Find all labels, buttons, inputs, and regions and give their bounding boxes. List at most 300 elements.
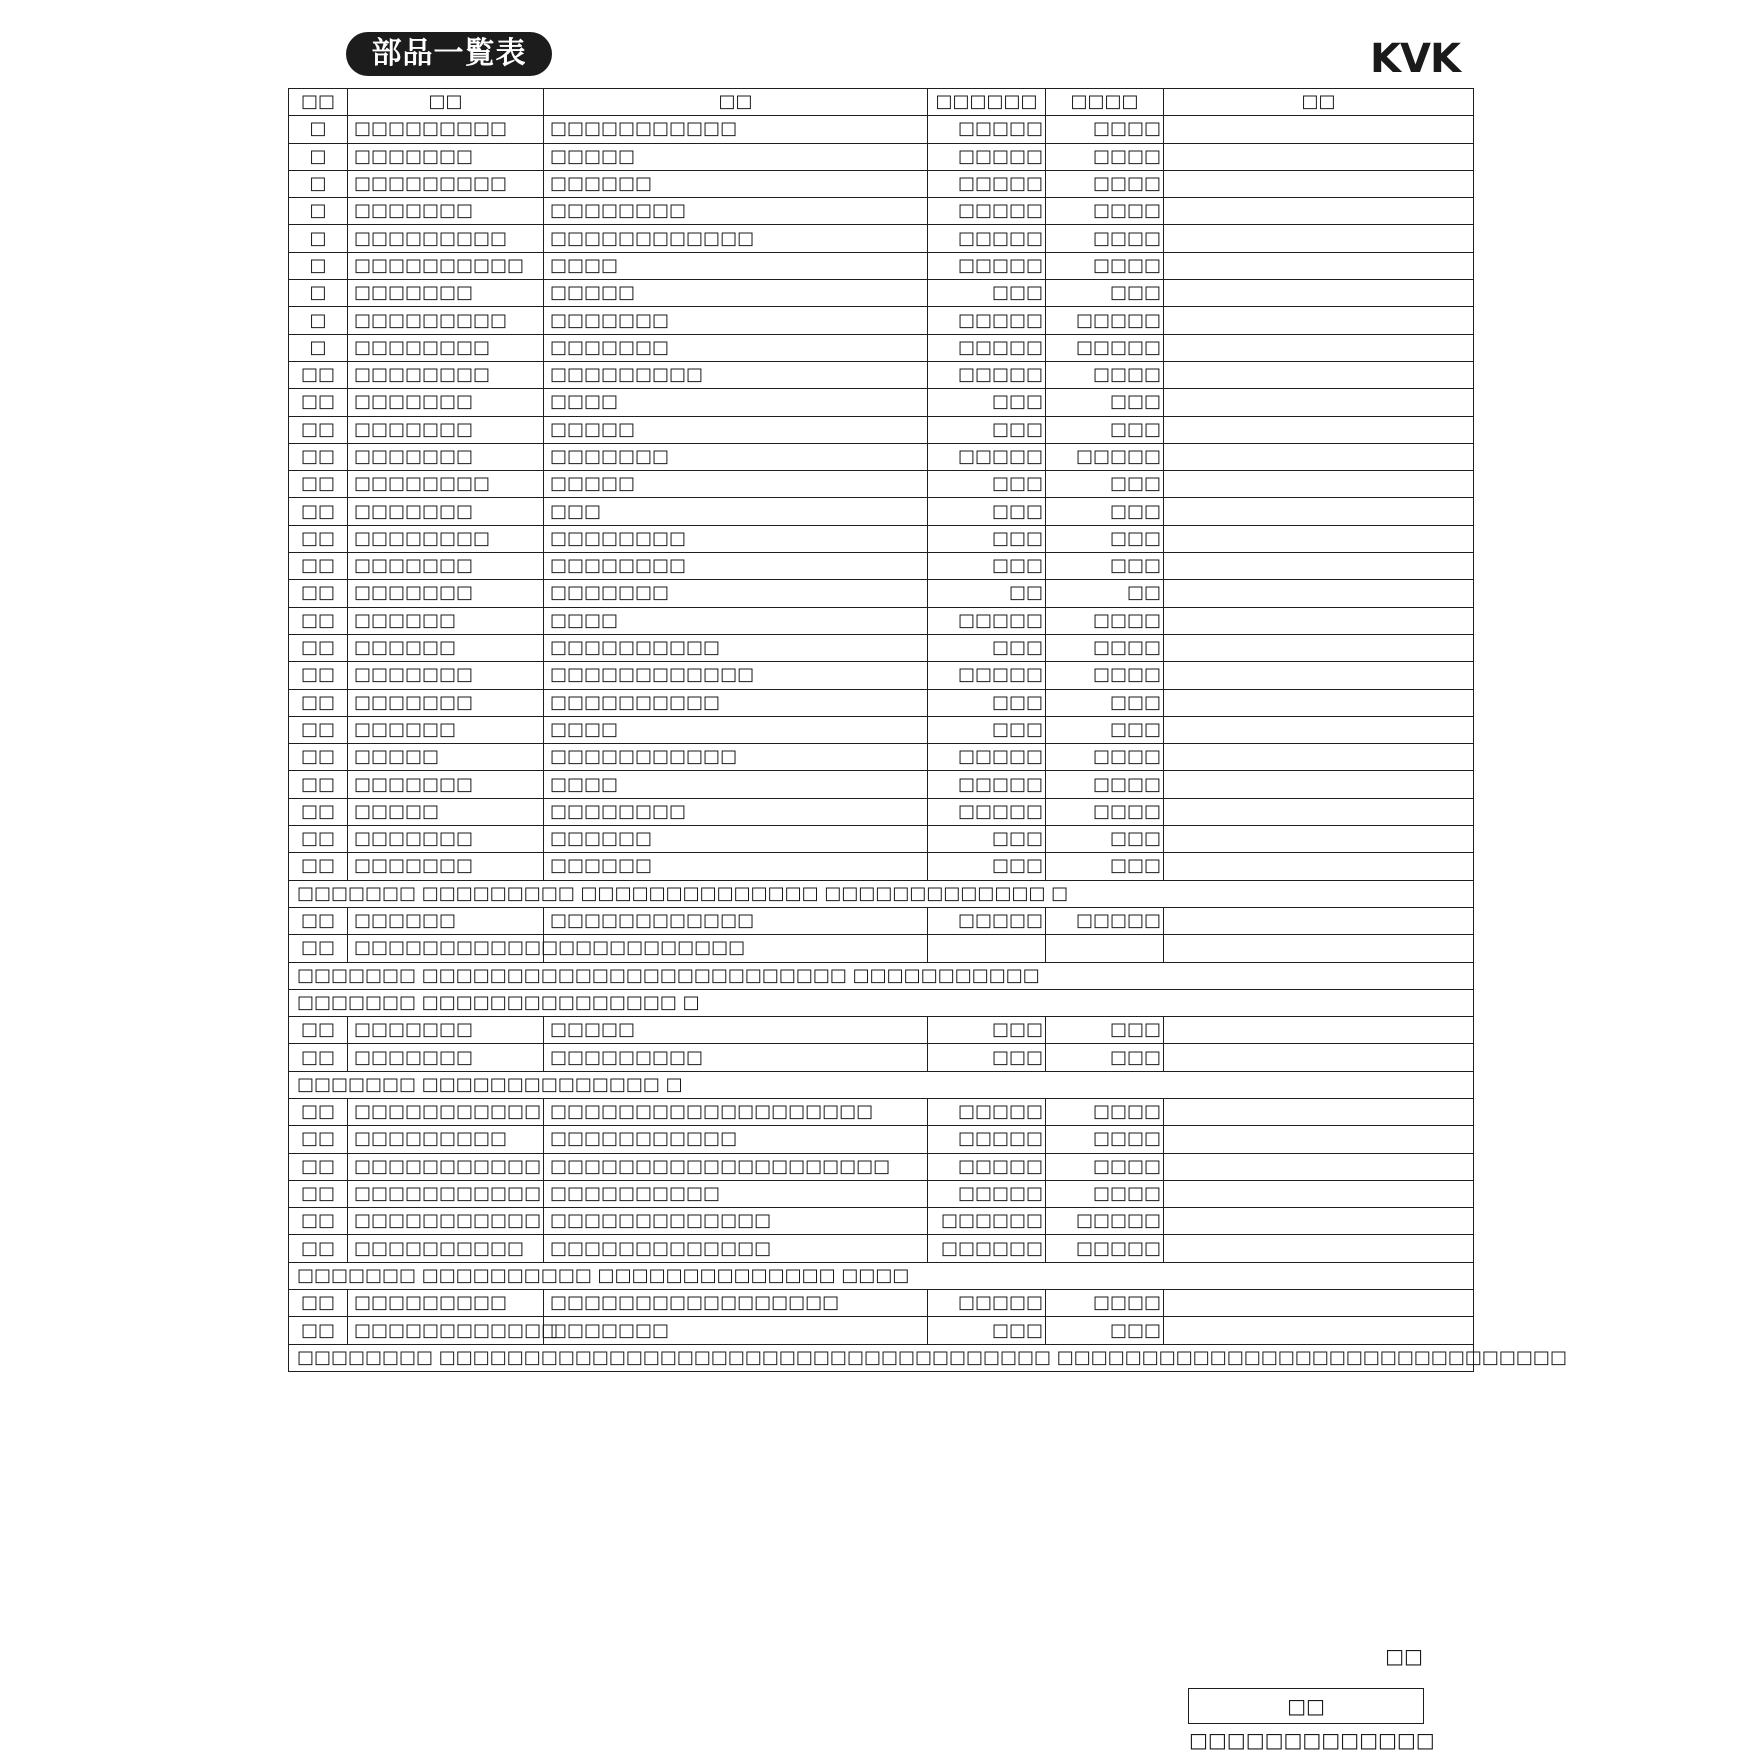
part-name-cell: □□□□□□□ [544,443,928,470]
unit-price-cell: □□□ [1046,498,1164,525]
table-row [289,1153,1474,1180]
quantity-cell: □□□ [928,1317,1046,1344]
part-name-cell: □□□□□□□□□□□ [544,116,928,143]
page-title: 部品一覧表 [346,32,552,76]
quantity-cell: □□□□□ [928,198,1046,225]
item-number-cell: □ [289,225,348,252]
note-row [289,1262,1474,1289]
part-name-cell: □□□□□□□□□□ [544,1180,928,1207]
unit-price-cell: □□□ [1046,826,1164,853]
unit-price-cell [1046,935,1164,962]
quantity-cell: □□□□□ [928,143,1046,170]
table-row [289,280,1474,307]
item-number-cell: □□ [289,1126,348,1153]
table-row [289,116,1474,143]
part-name-cell: □□□□□□□□□□□□ [544,662,928,689]
part-code-cell: □□□□□□□ [348,498,544,525]
item-number-cell: □□ [289,798,348,825]
part-code-cell: □□□□□□□□□□□ [348,1180,544,1207]
header-cell: □□ [544,89,928,116]
item-number-cell: □ [289,143,348,170]
part-code-cell: □□□□□□□ [348,553,544,580]
table-row [289,498,1474,525]
unit-price-cell: □□□□□ [1046,1235,1164,1262]
item-number-cell: □□ [289,416,348,443]
part-code-cell: □□□□□□□ [348,280,544,307]
table-row [289,361,1474,388]
quantity-cell: □□□□□ [928,662,1046,689]
part-name-cell: □□□□□□ [544,853,928,880]
quantity-cell: □□□□□ [928,1180,1046,1207]
remarks-cell [1164,1126,1474,1153]
unit-price-cell: □□□ [1046,389,1164,416]
part-code-cell: □□□□□□ [348,716,544,743]
part-name-cell: □□□□□□□ [544,334,928,361]
unit-price-cell: □□□□ [1046,252,1164,279]
part-name-cell: □□□□□□□□□ [544,1044,928,1071]
note-row [289,962,1474,989]
part-name-cell: □□□□□□□ [544,307,928,334]
quantity-cell: □□□□□ [928,307,1046,334]
remarks-cell [1164,1290,1474,1317]
quantity-cell: □□□□□ [928,252,1046,279]
part-name-cell: □□□□□ [544,143,928,170]
part-code-cell: □□□□□□ [348,607,544,634]
note-text: □□□□□□□□ □□□□□□□□□□□□□□□□□□□□□□□□□□□□□□□□□□□□ □□□□□□□□□□□□□□□□□□□□□□□□□□□□□□ [289,1344,1474,1371]
part-code-cell: □□□□□□□□ [348,471,544,498]
quantity-cell: □□□□□ [928,1126,1046,1153]
unit-price-cell: □□□□ [1046,607,1164,634]
item-number-cell: □□ [289,443,348,470]
table-body [289,116,1567,1372]
table-row [289,935,1474,962]
part-name-cell: □□□□□ [544,471,928,498]
table-row [289,553,1474,580]
table-row [289,525,1474,552]
header-cell: □□ [1164,89,1474,116]
part-name-cell: □□□□□□□□ [544,198,928,225]
part-code-cell: □□□□□□□ [348,143,544,170]
remarks-cell [1164,198,1474,225]
remarks-cell [1164,607,1474,634]
remarks-cell [1164,443,1474,470]
part-name-cell: □□□□ [544,771,928,798]
part-code-cell: □□□□□□□ [348,580,544,607]
unit-price-cell: □□□ [1046,280,1164,307]
table-row [289,307,1474,334]
item-number-cell: □ [289,116,348,143]
quantity-cell: □□□□□ [928,361,1046,388]
unit-price-cell: □□□□□ [1046,307,1164,334]
header-cell: □□□□ [1046,89,1164,116]
part-name-cell: □□□□□□□□□□□ [544,744,928,771]
quantity-cell: □□□□□□ [928,1235,1046,1262]
item-number-cell: □□ [289,1235,348,1262]
part-code-cell: □□□□□□□□□□□ [348,1098,544,1125]
part-name-cell: □□□□□□□□ [544,553,928,580]
quantity-cell: □□□ [928,416,1046,443]
header-cell: □□□□□□ [928,89,1046,116]
unit-price-cell: □□□□ [1046,361,1164,388]
part-code-cell: □□□□□□□□□□ [348,1235,544,1262]
table-row [289,607,1474,634]
item-number-cell: □□ [289,662,348,689]
item-number-cell: □□ [289,1017,348,1044]
item-number-cell: □□ [289,689,348,716]
note-text: □□□□□□□ □□□□□□□□□□□□□□ □ [289,1071,1474,1098]
remarks-cell [1164,498,1474,525]
item-number-cell: □□ [289,525,348,552]
unit-price-cell: □□□ [1046,553,1164,580]
item-number-cell: □□ [289,935,348,962]
item-number-cell: □□ [289,1153,348,1180]
table-row [289,1180,1474,1207]
part-code-cell: □□□□□□□□□ [348,307,544,334]
quantity-cell: □□□□□ [928,907,1046,934]
quantity-cell: □□□□□ [928,334,1046,361]
table-row [289,1235,1474,1262]
quantity-cell: □□□□□ [928,607,1046,634]
item-number-cell: □□ [289,907,348,934]
remarks-cell [1164,1208,1474,1235]
part-name-cell: □□□□□ [544,280,928,307]
part-name-cell: □□□□□□□□□□□□□□□□□□□ [544,1098,928,1125]
quantity-cell: □□□ [928,634,1046,661]
part-code-cell: □□□□□□□□□□□□□□□□□□□□□□□ [348,935,544,962]
quantity-cell: □□□ [928,498,1046,525]
part-code-cell: □□□□□□□ [348,771,544,798]
part-name-cell: □□□□□□□□□□□□□ [544,1208,928,1235]
quantity-cell: □□□ [928,689,1046,716]
unit-price-cell: □□□□□ [1046,1208,1164,1235]
remarks-cell [1164,307,1474,334]
part-name-cell: □□□□□□□□□□ [544,689,928,716]
unit-price-cell: □□□ [1046,1317,1164,1344]
part-name-cell: □□□□□□□□□□□□□□□□□□□□ [544,1153,928,1180]
note-text: □□□□□□□ □□□□□□□□□ □□□□□□□□□□□□□□ □□□□□□□□□□□□□ □ [289,880,1474,907]
part-name-cell: □□□□□□□ [544,580,928,607]
part-code-cell: □□□□□□□ [348,1044,544,1071]
table-row [289,443,1474,470]
quantity-cell: □□□□□ [928,170,1046,197]
table-row [289,1317,1474,1344]
quantity-cell: □□□ [928,280,1046,307]
part-name-cell: □□□□□□□□□□□□ [544,907,928,934]
item-number-cell: □□ [289,1290,348,1317]
unit-price-cell: □□□ [1046,716,1164,743]
remarks-cell [1164,416,1474,443]
part-code-cell: □□□□□□□□□□□□ [348,1317,544,1344]
table-row [289,170,1474,197]
unit-price-cell: □□□ [1046,689,1164,716]
remarks-cell [1164,1098,1474,1125]
remarks-cell [1164,771,1474,798]
item-number-cell: □ [289,280,348,307]
remarks-cell [1164,361,1474,388]
part-code-cell: □□□□□□□□□□□ [348,1153,544,1180]
table-row [289,143,1474,170]
part-name-cell: □□□□□□ [544,826,928,853]
quantity-cell: □□□□□ [928,1098,1046,1125]
remarks-cell [1164,853,1474,880]
remarks-cell [1164,907,1474,934]
item-number-cell: □□ [289,553,348,580]
table-row [289,389,1474,416]
item-number-cell: □□ [289,1098,348,1125]
item-number-cell: □□ [289,771,348,798]
part-name-cell: □□□□□□□□ [544,525,928,552]
item-number-cell: □ [289,198,348,225]
unit-price-cell: □□□ [1046,471,1164,498]
item-number-cell: □□ [289,853,348,880]
part-code-cell: □□□□□□□□ [348,334,544,361]
part-code-cell: □□□□□□□□ [348,361,544,388]
item-number-cell: □□ [289,389,348,416]
part-code-cell: □□□□□□□ [348,662,544,689]
remarks-cell [1164,334,1474,361]
note-row [289,989,1474,1016]
part-code-cell: □□□□□□□□□□□ [348,1208,544,1235]
remarks-cell [1164,716,1474,743]
unit-price-cell: □□□□ [1046,662,1164,689]
header-cell: □□ [348,89,544,116]
item-number-cell: □□ [289,607,348,634]
item-number-cell: □ [289,170,348,197]
table-row [289,1044,1474,1071]
unit-price-cell: □□□□ [1046,771,1164,798]
quantity-cell: □□ [928,580,1046,607]
unit-price-cell: □□□□□ [1046,334,1164,361]
remarks-cell [1164,1017,1474,1044]
table-row [289,689,1474,716]
item-number-cell: □□ [289,826,348,853]
part-code-cell: □□□□□□ [348,634,544,661]
unit-price-cell: □□□ [1046,853,1164,880]
remarks-cell [1164,1180,1474,1207]
item-number-cell: □□ [289,716,348,743]
note-row [289,1344,1474,1371]
remarks-cell [1164,280,1474,307]
part-code-cell: □□□□□□□ [348,443,544,470]
quantity-cell: □□□ [928,1017,1046,1044]
quantity-cell: □□□□□ [928,771,1046,798]
part-name-cell: □□□□□ [544,416,928,443]
unit-price-cell: □□□ [1046,1044,1164,1071]
table-row [289,634,1474,661]
part-code-cell: □□□□□ [348,798,544,825]
unit-price-cell: □□□□ [1046,1126,1164,1153]
part-code-cell: □□□□□□□ [348,853,544,880]
note-row [289,880,1474,907]
table-row [289,907,1474,934]
part-name-cell: □□□□□□□ [544,1317,928,1344]
part-code-cell: □□□□□□□□□□ [348,252,544,279]
part-name-cell: □□□□□□□□□□□ [544,1126,928,1153]
item-number-cell: □ [289,307,348,334]
table-header-row [289,89,1474,116]
unit-price-cell: □□□□ [1046,170,1164,197]
remarks-cell [1164,389,1474,416]
quantity-cell: □□□ [928,1044,1046,1071]
remarks-cell [1164,826,1474,853]
table-row [289,252,1474,279]
unit-price-cell: □□□□ [1046,225,1164,252]
remarks-cell [1164,553,1474,580]
part-name-cell: □□□□ [544,389,928,416]
item-number-cell: □□ [289,361,348,388]
table-row [289,1208,1474,1235]
remarks-cell [1164,170,1474,197]
part-code-cell: □□□□□□□□□ [348,116,544,143]
table-row [289,580,1474,607]
quantity-cell: □□□□□ [928,225,1046,252]
unit-price-cell: □□□□ [1046,1098,1164,1125]
item-number-cell: □□ [289,471,348,498]
table-row [289,225,1474,252]
part-name-cell: □□□□□□□□□ [544,361,928,388]
note-text: □□□□□□□ □□□□□□□□□□□□□□□□□□□□□□□□□ □□□□□□□□□□□ [289,962,1474,989]
unit-price-cell: □□□ [1046,1017,1164,1044]
page-number: □□ [1385,1644,1423,1668]
unit-price-cell: □□□□ [1046,1180,1164,1207]
note-row [289,1071,1474,1098]
quantity-cell: □□□ [928,853,1046,880]
quantity-cell: □□□□□ [928,798,1046,825]
part-code-cell: □□□□□□□ [348,689,544,716]
remarks-cell [1164,116,1474,143]
header-cell: □□ [289,89,348,116]
quantity-cell [928,935,1046,962]
part-name-cell: □□□□ [544,252,928,279]
table-row [289,798,1474,825]
unit-price-cell: □□□□ [1046,744,1164,771]
part-name-cell: □□□□□□□□ [544,798,928,825]
item-number-cell: □□ [289,498,348,525]
part-code-cell: □□□□□□□□□ [348,1126,544,1153]
quantity-cell: □□□□□ [928,1290,1046,1317]
item-number-cell: □□ [289,1180,348,1207]
remarks-cell [1164,634,1474,661]
item-number-cell: □□ [289,744,348,771]
unit-price-cell: □□□ [1046,416,1164,443]
item-number-cell: □□ [289,1317,348,1344]
unit-price-cell: □□□□□ [1046,443,1164,470]
quantity-cell: □□□ [928,389,1046,416]
document-code: □□ □□□□□□□□□□□□□ [1188,1688,1424,1724]
quantity-cell: □□□□□ [928,116,1046,143]
table-row [289,853,1474,880]
part-code-cell: □□□□□□□ [348,416,544,443]
quantity-cell: □□□□□ [928,443,1046,470]
table-row [289,744,1474,771]
part-name-cell: □□□□□□□□□□□□ [544,225,928,252]
item-number-cell: □ [289,334,348,361]
item-number-cell: □ [289,252,348,279]
remarks-cell [1164,252,1474,279]
table-row [289,334,1474,361]
part-name-cell: □□□□□□□□□□□□□ [544,1235,928,1262]
unit-price-cell: □□□□ [1046,198,1164,225]
table-row [289,471,1474,498]
item-number-cell: □□ [289,580,348,607]
part-code-cell: □□□□□ [348,744,544,771]
part-code-cell: □□□□□□□□□ [348,1290,544,1317]
remarks-cell [1164,689,1474,716]
remarks-cell [1164,744,1474,771]
part-code-cell: □□□□□□□□□ [348,170,544,197]
item-number-cell: □□ [289,1044,348,1071]
remarks-cell [1164,525,1474,552]
part-code-cell: □□□□□□□□ [348,525,544,552]
remarks-cell [1164,471,1474,498]
item-number-cell: □□ [289,634,348,661]
part-code-cell: □□□□□□□ [348,389,544,416]
unit-price-cell: □□□□ [1046,634,1164,661]
kvk-logo: KVK [1370,36,1460,82]
part-name-cell: □□□□□□□□□□ [544,634,928,661]
part-code-cell: □□□□□□□ [348,826,544,853]
parts-list-table [288,88,1567,1372]
part-name-cell: □□□□□ [544,1017,928,1044]
table-row [289,1290,1474,1317]
part-name-cell: □□□□□□□□□□□□□□□□□ [544,1290,928,1317]
part-code-cell: □□□□□□□ [348,1017,544,1044]
unit-price-cell: □□□□ [1046,116,1164,143]
part-name-cell: □□□□ [544,607,928,634]
table-row [289,662,1474,689]
remarks-cell [1164,225,1474,252]
quantity-cell: □□□ [928,553,1046,580]
note-text: □□□□□□□ □□□□□□□□□□ □□□□□□□□□□□□□□ □□□□ [289,1262,1474,1289]
table-row [289,1098,1474,1125]
unit-price-cell: □□□□ [1046,798,1164,825]
quantity-cell: □□□□□ [928,1153,1046,1180]
quantity-cell: □□□ [928,471,1046,498]
quantity-cell: □□□□□ [928,744,1046,771]
item-number-cell: □□ [289,1208,348,1235]
part-code-cell: □□□□□□□□□ [348,225,544,252]
remarks-cell [1164,662,1474,689]
remarks-cell [1164,143,1474,170]
part-code-cell: □□□□□□ [348,907,544,934]
quantity-cell: □□□ [928,716,1046,743]
table-row [289,771,1474,798]
unit-price-cell: □□□□ [1046,1153,1164,1180]
quantity-cell: □□□ [928,826,1046,853]
unit-price-cell: □□□ [1046,525,1164,552]
remarks-cell [1164,580,1474,607]
remarks-cell [1164,1235,1474,1262]
table-row [289,716,1474,743]
part-code-cell: □□□□□□□ [348,198,544,225]
unit-price-cell: □□□□ [1046,1290,1164,1317]
note-text: □□□□□□□ □□□□□□□□□□□□□□□ □ [289,989,1474,1016]
table-row [289,1126,1474,1153]
unit-price-cell: □□□□ [1046,143,1164,170]
remarks-cell [1164,1317,1474,1344]
remarks-cell [1164,1044,1474,1071]
remarks-cell [1164,935,1474,962]
quantity-cell: □□□□□□ [928,1208,1046,1235]
table-row [289,416,1474,443]
unit-price-cell: □□ [1046,580,1164,607]
quantity-cell: □□□ [928,525,1046,552]
table-row [289,826,1474,853]
remarks-cell [1164,798,1474,825]
table-row [289,1017,1474,1044]
part-name-cell: □□□□□□ [544,170,928,197]
part-name-cell: □□□ [544,498,928,525]
